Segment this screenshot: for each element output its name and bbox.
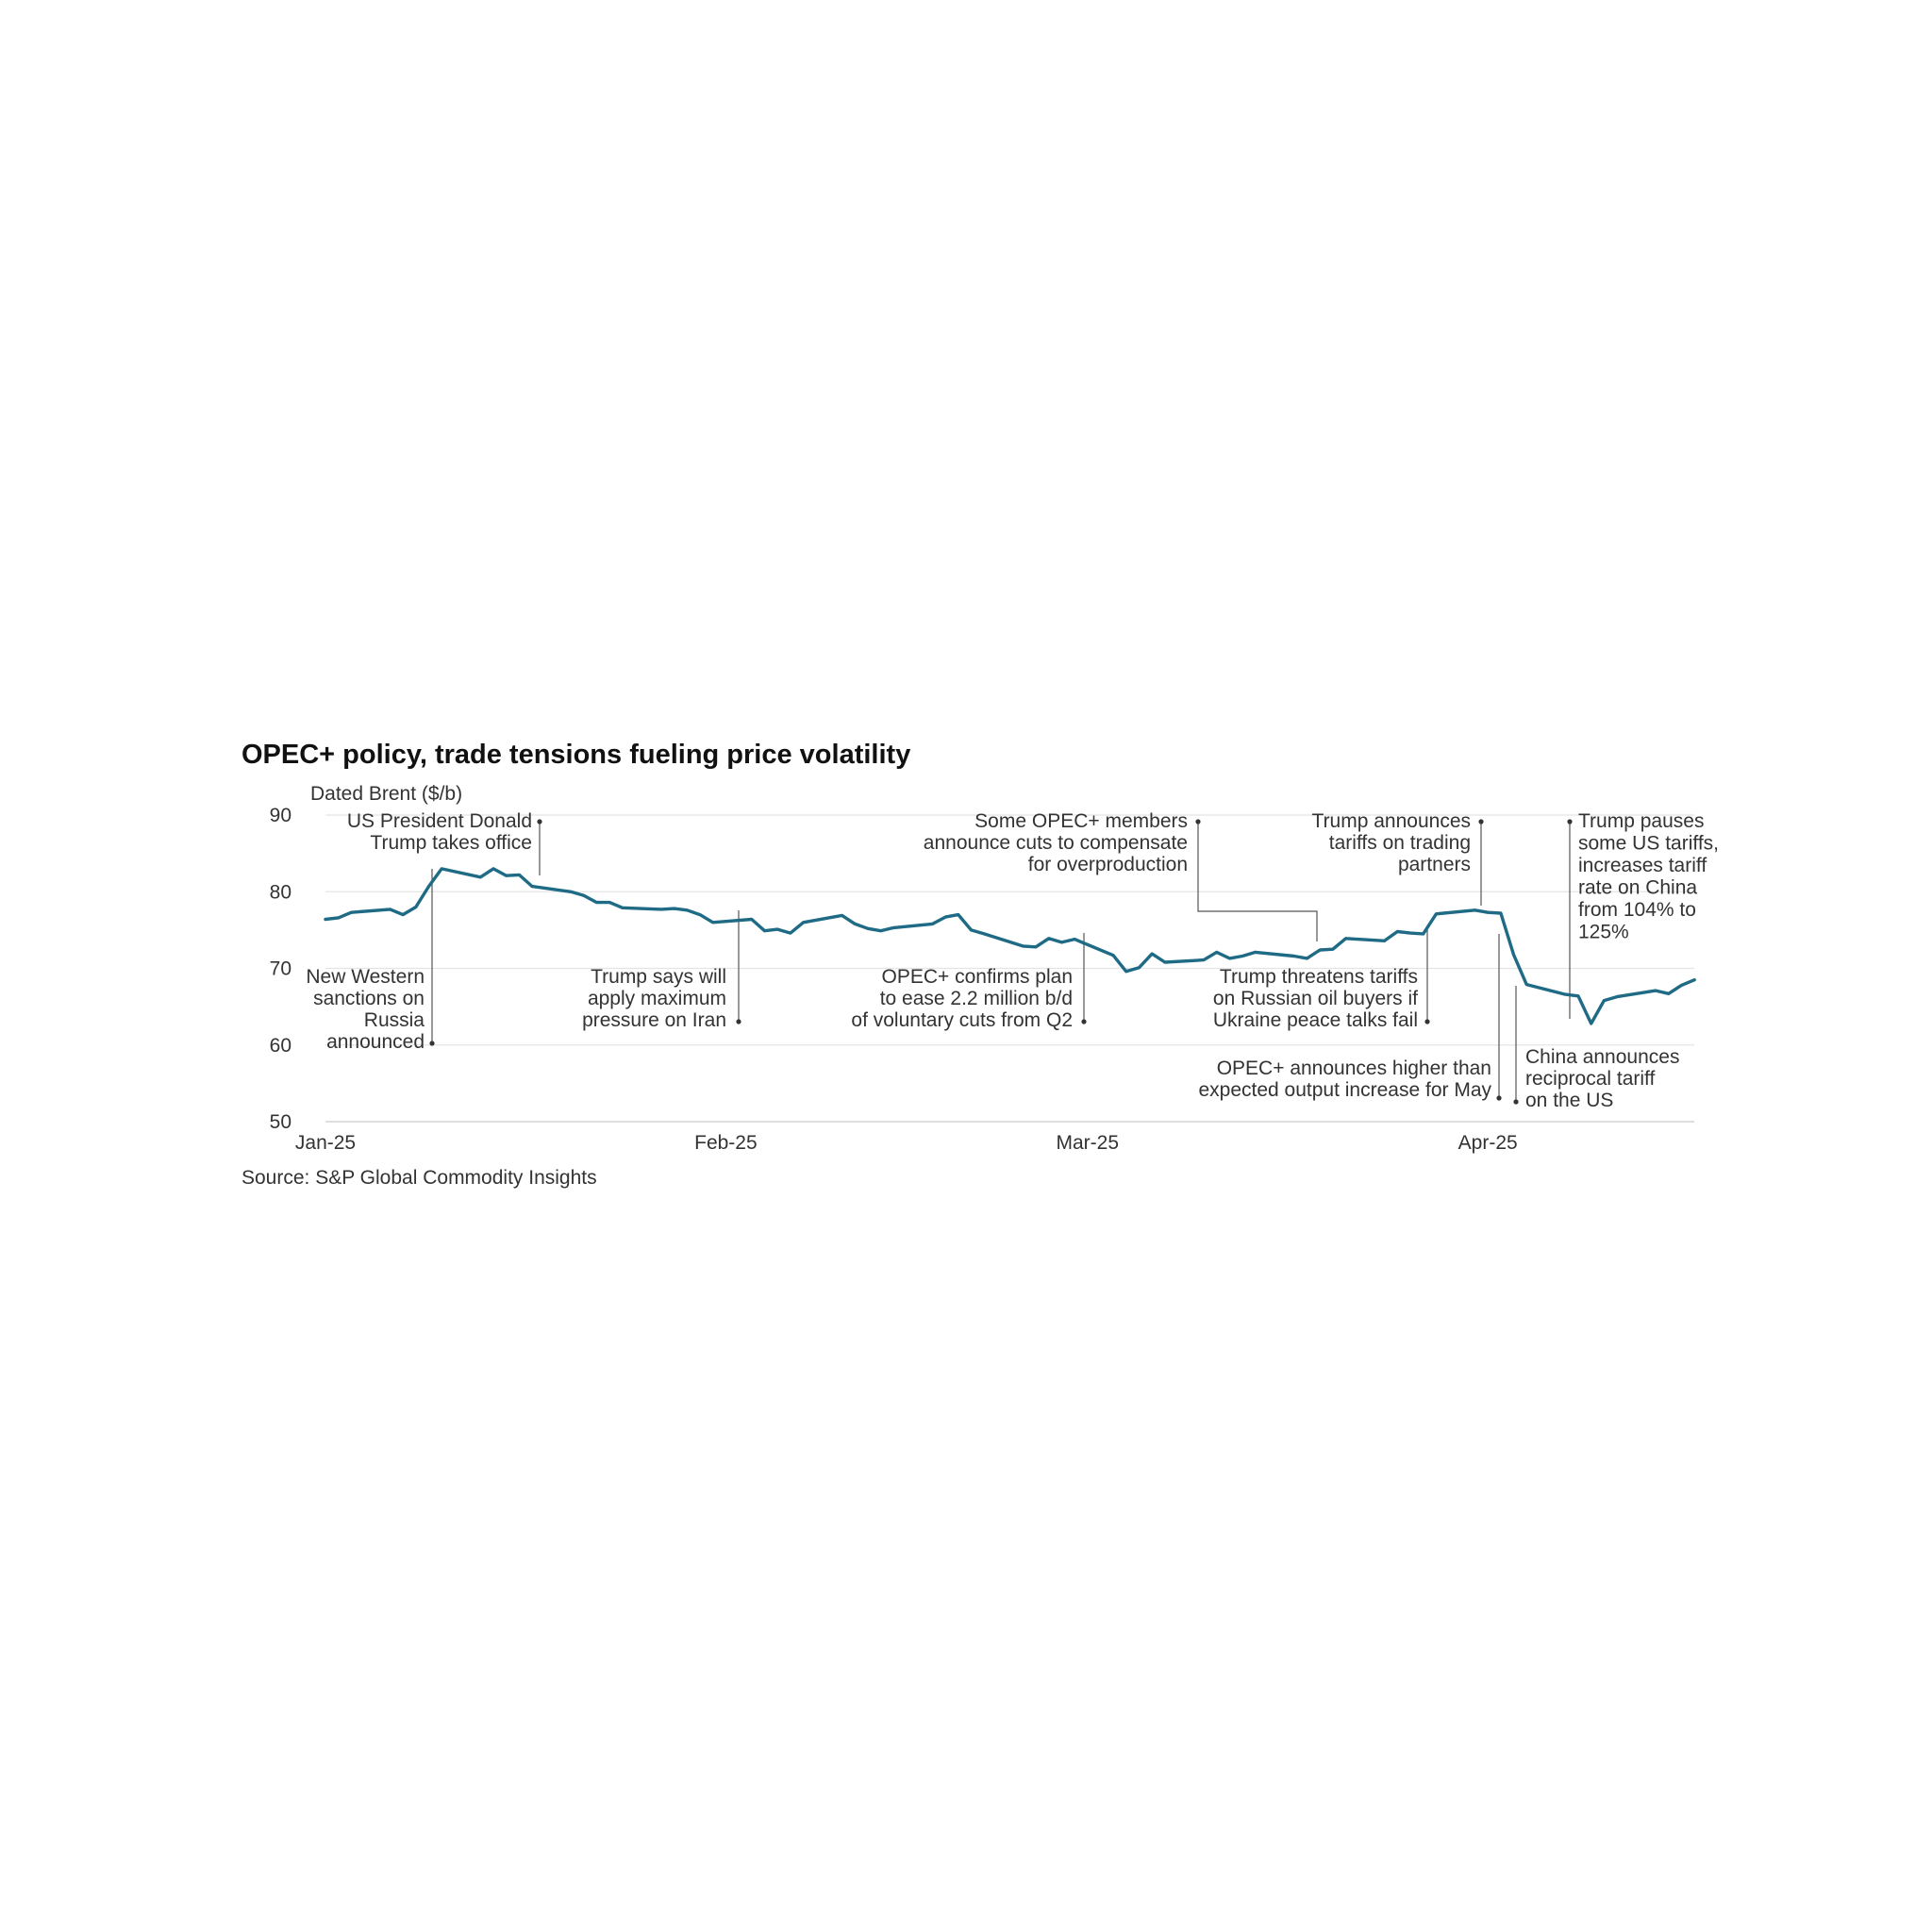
annotation-line: apply maximum — [587, 988, 726, 1009]
data-point — [1255, 951, 1257, 953]
annotation-line: rate on China — [1578, 876, 1698, 899]
annotation-opec-cuts — [924, 810, 1188, 875]
y-tick-label: 70 — [269, 958, 291, 980]
data-point — [867, 927, 869, 929]
data-point — [776, 928, 778, 930]
data-point — [673, 908, 675, 909]
data-point — [1332, 948, 1334, 950]
data-point — [958, 913, 959, 915]
data-point — [802, 922, 804, 924]
annotation-dot-sanctions — [429, 1041, 434, 1045]
data-point — [506, 874, 508, 876]
annotation-line: OPEC+ announces higher than — [1216, 1058, 1491, 1079]
data-point — [441, 868, 442, 870]
data-point — [1616, 995, 1618, 997]
data-point — [1164, 961, 1166, 963]
data-point — [1074, 938, 1075, 940]
annotation-line: Trump threatens tariffs — [1219, 966, 1418, 988]
annotation-dot-trading-tariffs — [1478, 819, 1483, 824]
annotation-line: announce cuts to compensate — [923, 832, 1188, 854]
annotation-line: reciprocal tariff — [1525, 1068, 1656, 1090]
annotation-line: increases tariff — [1578, 855, 1707, 876]
annotation-line: of voluntary cuts from Q2 — [851, 1009, 1073, 1031]
annotation-opec-confirms — [851, 966, 1073, 1031]
data-point — [660, 908, 662, 910]
annotation-line: Ukraine peace talks fail — [1212, 1009, 1418, 1031]
annotation-line: sanctions on — [313, 988, 425, 1009]
annotation-dot-opec-may — [1496, 1095, 1501, 1100]
annotation-line: OPEC+ confirms plan — [881, 966, 1073, 988]
annotation-line: Some OPEC+ members — [974, 810, 1188, 832]
data-point — [518, 874, 520, 875]
data-point — [338, 917, 340, 919]
data-point — [415, 906, 417, 908]
data-point — [608, 901, 610, 903]
data-point — [1693, 979, 1695, 981]
data-point — [854, 923, 856, 924]
data-point — [350, 911, 352, 913]
x-tick-label: Mar-25 — [1056, 1132, 1120, 1154]
annotation-dot-trump-office — [537, 819, 541, 824]
data-point — [583, 894, 585, 896]
annotation-opec-may — [1198, 1058, 1491, 1101]
annotation-iran — [582, 966, 726, 1031]
annotation-line: for overproduction — [1027, 854, 1188, 875]
y-tick-label: 80 — [269, 881, 291, 904]
annotation-line: Trump says will — [591, 966, 726, 988]
y-tick-label: 60 — [269, 1034, 291, 1057]
data-point — [1151, 953, 1153, 955]
annotation-line: Trump pauses — [1578, 810, 1705, 832]
x-tick-label: Apr-25 — [1457, 1132, 1518, 1154]
data-point — [1060, 941, 1062, 943]
data-point — [880, 930, 882, 932]
data-point — [479, 876, 481, 878]
annotation-line: expected output increase for May — [1198, 1079, 1491, 1101]
data-point — [763, 930, 765, 932]
data-point — [686, 909, 688, 911]
data-point — [1525, 983, 1527, 985]
data-point — [712, 922, 714, 924]
annotation-line: pressure on Iran — [582, 1009, 726, 1031]
annotation-dot-opec-confirms — [1081, 1019, 1086, 1024]
data-point — [1564, 993, 1566, 995]
data-point — [622, 907, 624, 908]
annotation-tariff-pause — [1578, 810, 1719, 943]
data-point — [1487, 911, 1489, 913]
annotation-russia-tariffs — [1213, 966, 1418, 1031]
y-tick-label: 90 — [269, 805, 291, 826]
y-tick-label: 50 — [269, 1111, 291, 1133]
data-point — [944, 916, 946, 918]
data-point — [1306, 958, 1307, 959]
data-point — [1125, 971, 1127, 973]
data-point — [427, 885, 429, 887]
annotation-line: China announces — [1525, 1046, 1680, 1068]
x-tick-label: Jan-25 — [294, 1132, 357, 1154]
annotation-dot-china-reciprocal — [1513, 1099, 1518, 1104]
annotation-line: on Russian oil buyers if — [1212, 988, 1418, 1009]
source-note: Source: S&P Global Commodity Insights — [242, 1167, 597, 1189]
data-point — [1655, 990, 1657, 991]
data-point — [983, 933, 985, 935]
annotation-dot-iran — [736, 1019, 741, 1024]
data-point — [1409, 932, 1411, 934]
data-point — [402, 913, 404, 915]
annotation-trump-office — [347, 810, 532, 854]
data-point — [1680, 984, 1682, 986]
data-point — [1603, 999, 1605, 1001]
data-point — [931, 923, 933, 924]
annotation-trading-tariffs — [1312, 810, 1471, 875]
data-point — [1293, 955, 1295, 957]
data-point — [1474, 909, 1475, 911]
annotation-line: Trump announces — [1311, 810, 1471, 832]
annotation-line: on the US — [1525, 1090, 1614, 1111]
data-point — [970, 929, 972, 931]
y-axis-label: Dated Brent ($/b) — [310, 783, 463, 805]
annotation-line: Russia — [363, 1009, 425, 1031]
annotation-dot-tariff-pause — [1567, 819, 1572, 824]
data-point — [531, 885, 533, 887]
data-point — [570, 891, 572, 892]
data-point — [1138, 967, 1140, 969]
x-tick-label: Feb-25 — [694, 1132, 758, 1154]
annotation-line: tariffs on trading — [1328, 832, 1471, 854]
data-point — [1216, 951, 1218, 953]
annotation-line: 125% — [1578, 921, 1629, 943]
data-point — [1577, 995, 1579, 997]
data-point — [790, 932, 791, 934]
data-point — [1228, 958, 1230, 959]
data-point — [1022, 945, 1024, 947]
data-point — [1423, 933, 1424, 935]
annotation-line: from 104% to — [1578, 899, 1696, 921]
annotation-line: US President Donald — [346, 810, 532, 832]
data-point — [1591, 1023, 1592, 1024]
data-point — [1112, 955, 1114, 957]
annotation-dot-russia-tariffs — [1424, 1019, 1429, 1024]
data-point — [1383, 940, 1385, 941]
data-point — [1668, 992, 1670, 994]
data-point — [1500, 912, 1502, 914]
annotation-china-reciprocal — [1525, 1046, 1679, 1111]
data-point — [841, 914, 842, 916]
data-point — [1396, 930, 1398, 932]
annotation-leader-opec-cuts — [1198, 822, 1317, 941]
data-point — [699, 913, 701, 915]
annotation-line: some US tariffs, — [1578, 832, 1719, 855]
annotation-line: to ease 2.2 million b/d — [879, 988, 1073, 1009]
data-point — [1344, 938, 1346, 940]
data-point — [1035, 946, 1037, 948]
annotation-line: Trump takes office — [370, 832, 532, 854]
data-point — [492, 868, 494, 870]
chart-title: OPEC+ policy, trade tensions fueling price volatility — [242, 740, 911, 770]
data-point — [1048, 938, 1050, 940]
data-point — [1435, 913, 1437, 915]
data-point — [1203, 958, 1205, 960]
data-point — [389, 908, 391, 910]
data-point — [595, 901, 597, 903]
data-point — [1319, 949, 1321, 951]
annotation-sanctions — [306, 966, 425, 1053]
data-point — [1241, 955, 1243, 957]
annotation-line: announced — [326, 1031, 425, 1053]
annotation-line: partners — [1397, 854, 1471, 875]
data-point — [892, 926, 894, 928]
data-point — [751, 918, 753, 920]
data-point — [1512, 954, 1514, 956]
data-point — [325, 918, 326, 920]
annotation-dot-opec-cuts — [1195, 819, 1200, 824]
annotation-line: New Western — [306, 966, 425, 988]
